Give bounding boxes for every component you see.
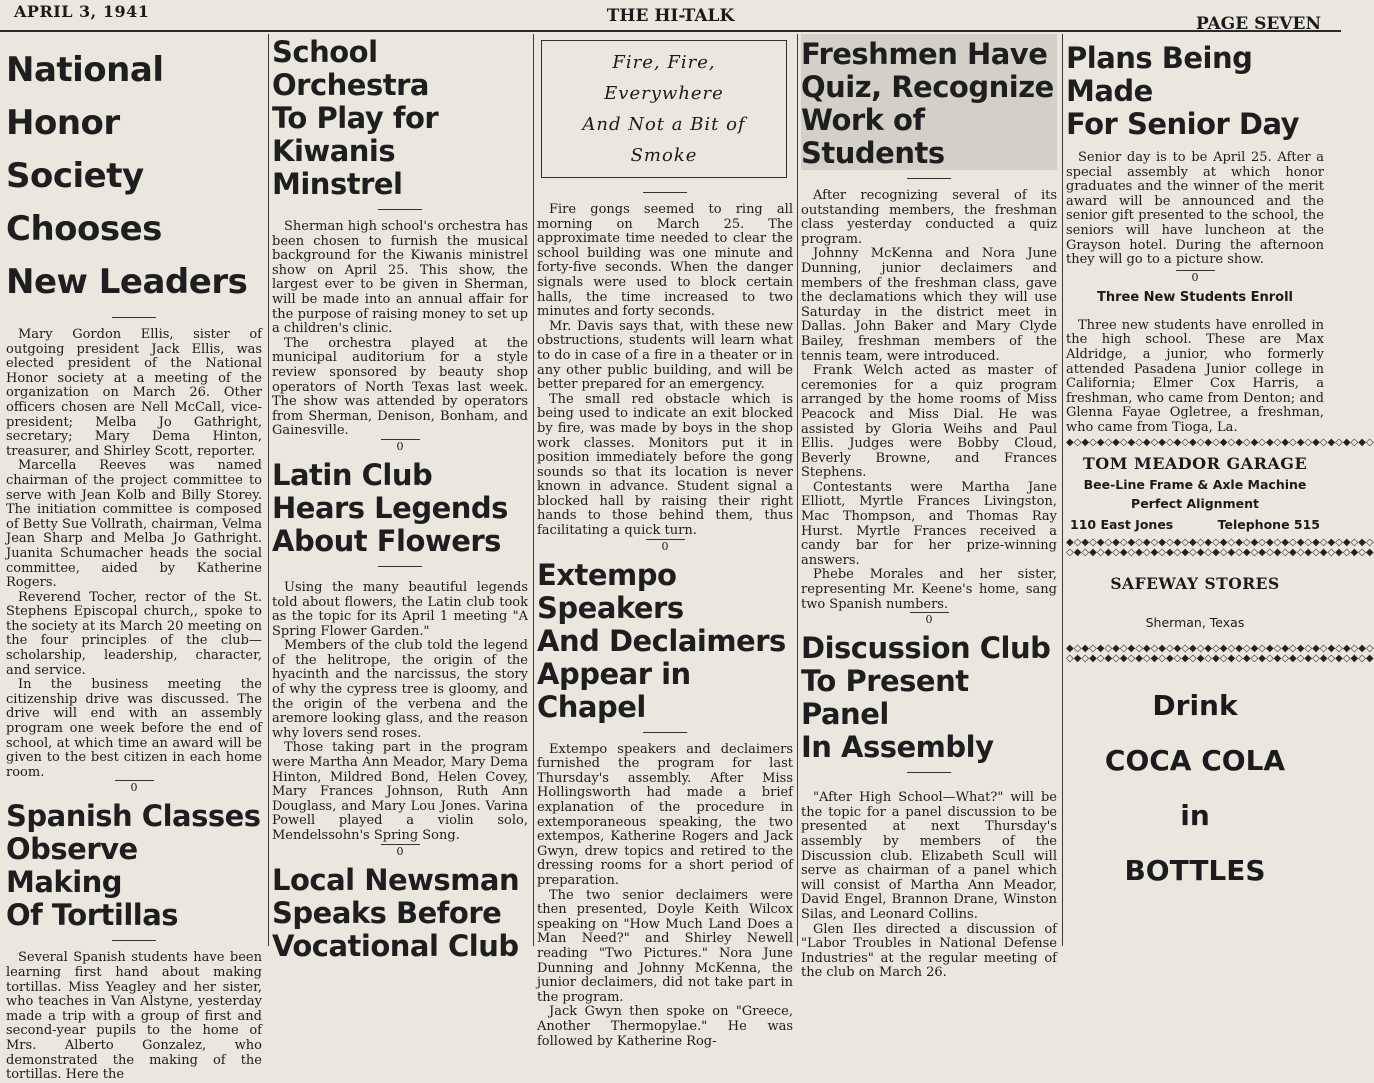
headline-line: Discussion Club <box>801 631 1051 666</box>
headline-line: Quiz, Recognize <box>801 70 1054 104</box>
column-1 <box>6 34 262 1083</box>
paragraph: After recognizing several of its outstanding members, the freshman class yesterday conducted a quiz program. <box>801 188 1057 247</box>
paragraph: Glen Iles directed a discussion of "Labor Troubles in National Defense Industries" at the regular meeting of the club on March 26. <box>801 921 1057 981</box>
ad-line: in <box>1180 798 1210 832</box>
headline <box>1066 34 1324 141</box>
ad-address: 110 East Jones <box>1070 516 1174 532</box>
separator-mark: 0 <box>381 844 420 858</box>
paragraph: Frank Welch acted as master of ceremonies for a quiz program arranged by the home rooms of Miss Peacock and Miss Dial. He was assisted by Gloria Weihs and Paul Ellis. Judges were Bobby Cloud, Beverly Browne, and Frances Stephens. <box>801 363 1057 481</box>
paragraph: Extempo speakers and declaimers furnished the program for last Thursday's assembly. After Miss Hollingsworth had made a brief explanation of the procedure in extemporaneous speaking, the two extempos, Katherine Rogers and Jack Gwyn, drew topics and retired to the dressing rooms for a short period of preparation. <box>537 741 793 888</box>
article-spanish-classes <box>6 800 262 1082</box>
advertisement-safeway <box>1066 558 1324 644</box>
decorative-border: ◇◆◇◆◇◆◇◆◇◆◇◆◇◆◇◆◇◆◇◆◇◆◇◆◇◆◇◆◇◆◇◆◇◆◇◆◇◆◇◆ <box>1066 652 1374 664</box>
column-rule <box>268 34 269 946</box>
article-new-students <box>1066 290 1324 436</box>
article-school-orchestra <box>272 34 528 439</box>
column-2 <box>272 34 528 963</box>
headline-line: Society Chooses <box>6 156 162 249</box>
column-3 <box>537 34 793 1049</box>
headline-line: Kiwanis Minstrel <box>272 134 403 201</box>
boxed-headline <box>541 40 787 178</box>
ad-line: COCA COLA <box>1104 743 1286 777</box>
section-separator <box>272 846 528 860</box>
headline-line: Hears Legends <box>272 490 508 525</box>
headline-line: And Not a Bit of Smoke <box>582 114 746 166</box>
paragraph: Three new students have enrolled in the high school. These are Max Aldridge, a junior, who formerly attended Pasadena Junior college in California; Elmer Cox Harris, a freshman, who came from Denton; and Glenna Fayae Ogletree, a freshman, who came from Tioga, La. <box>1066 317 1324 435</box>
ad-city: Sherman, Texas <box>1145 614 1245 630</box>
headline-line: To Play for <box>272 101 439 135</box>
paragraph: Contestants were Martha Jane Elliott, Myrtle Frances Livingston, Mac Thompson, and Thomas Ray Hurst. Myrtle Frances received a candy bar for her prize-winning answers. <box>801 479 1057 568</box>
decorative-border: ◆◇◆◇◆◇◆◇◆◇◆◇◆◇◆◇◆◇◆◇◆◇◆◇◆◇◆◇◆◇◆◇◆◇◆◇◆◇◆◇ <box>1066 536 1374 548</box>
section-separator <box>272 441 528 455</box>
advertisement-coca-cola <box>1066 664 1324 898</box>
headline-rule <box>907 178 951 179</box>
paragraph: The orchestra played at the municipal auditorium for a style review sponsored by beauty shop operators of North Texas last week. The show was attended by operators from Sherman, Denison, Bonham, and Gainesville. <box>272 335 528 439</box>
column-rule <box>797 34 798 946</box>
article-senior-day <box>1066 34 1324 268</box>
paragraph: Using the many beautiful legends told about flowers, the Latin club took as the topic for its April 1 meeting "A Spring Flower Garden." <box>272 579 528 639</box>
headline <box>6 800 262 932</box>
paragraph: In the business meeting the citizenship drive was discussed. The drive will end with an assembly program one week before the end of school, at which time an award will be given to the best citizen in each home room. <box>6 677 262 780</box>
headline <box>6 34 262 309</box>
headline-line: Freshmen Have <box>801 37 1048 71</box>
headline-rule <box>378 566 422 567</box>
paragraph: Senior day is to be April 25. After a special assembly at which honor graduates and the winner of the merit award will be announced and the senior gift presented to the school, the seniors will have luncheon at the Grayson hotel. During the afternoon they will go to a picture show. <box>1066 150 1324 268</box>
article-fire-drill <box>537 40 793 539</box>
ad-contact-row <box>1070 517 1320 532</box>
headline-rule <box>112 940 156 941</box>
headline <box>801 632 1057 764</box>
headline <box>801 34 1057 170</box>
headline-line: Appear in Chapel <box>537 656 691 724</box>
article-discussion-club <box>801 632 1057 981</box>
article-local-newsman <box>272 864 528 963</box>
decorative-border: ◇◆◇◆◇◆◇◆◇◆◇◆◇◆◇◆◇◆◇◆◇◆◇◆◇◆◇◆◇◆◇◆◇◆◇◆◇◆◇◆ <box>1066 546 1374 558</box>
headline-line: In Assembly <box>801 730 994 765</box>
paragraph: Marcella Reeves was named chairman of the project committee to serve with Jean Kolb and Billy Storey. The initiation committee is composed of Betty Sue Vollrath, chairman, Velma Jean Sharp and Melba Jo Gathright. Juanita Schumacher heads the social committee, aided by Katherine Rogers. <box>6 458 262 591</box>
separator-mark: 0 <box>910 612 949 626</box>
section-separator <box>1066 272 1324 286</box>
headline-line: Vocational Club <box>272 928 519 963</box>
section-separator <box>801 614 1057 628</box>
separator-mark: 0 <box>115 780 154 794</box>
headline-line: Fire, Fire, Everywhere <box>604 52 724 104</box>
ad-title: TOM MEADOR GARAGE <box>1082 453 1308 473</box>
column-4 <box>801 34 1057 981</box>
headline <box>272 34 528 201</box>
headline-line: For Senior Day <box>1066 107 1300 141</box>
column-rule <box>533 34 534 946</box>
paragraph: Jack Gwyn then spoke on "Greece, Another Thermopylae." He was followed by Katherine Rog- <box>537 1004 793 1049</box>
paragraph: Several Spanish students have been learning first hand about making tortillas. Miss Yeagley and her sister, who teaches in Van Alstyne, yesterday made a trip with a group of first and second-year pupils to the home of Mrs. Alberto Gonzalez, who demonstrated the making of the tortillas. Here the <box>6 950 262 1083</box>
paragraph: Johnny McKenna and Nora June Dunning, junior declaimers and members of the freshman class, gave the declamations which they will use Saturday in the district meet in Dallas. John Baker and Mary Clyde Bailey, freshman members of the tennis team, were introduced. <box>801 246 1057 364</box>
headline-line: Plans Being Made <box>1066 41 1253 108</box>
headline-rule <box>643 732 687 733</box>
headline-line: Of Tortillas <box>6 898 179 933</box>
article-freshmen-quiz <box>801 34 1057 612</box>
paragraph: Fire gongs seemed to ring all morning on March 25. The approximate time needed to clear the school building was one minute and forty-five seconds. When the danger signals were used to block certain halls, the time increased to two minutes and forty seconds. <box>537 202 793 320</box>
headline-line: Observe Making <box>6 832 138 900</box>
subheadline: Three New Students Enroll <box>1096 289 1293 305</box>
advertisement-garage <box>1066 448 1324 538</box>
headline-line: And Declaimers <box>537 623 786 658</box>
headline-line: Local Newsman <box>272 862 520 897</box>
paragraph: The two senior declaimers were then presented, Doyle Keith Wilcox speaking on "How Much Land Does a Man Need?" and Shirley Newell reading "Two Pictures." Nora June Dunning and Johnny McKenna, the junior declaimers, did not take part in the program. <box>537 887 793 1005</box>
headline <box>537 559 793 724</box>
headline-rule <box>378 209 422 210</box>
headline-rule <box>112 317 156 318</box>
headline-rule <box>907 772 951 773</box>
decorative-border: ◆◇◆◇◆◇◆◇◆◇◆◇◆◇◆◇◆◇◆◇◆◇◆◇◆◇◆◇◆◇◆◇◆◇◆◇◆◇◆◇ <box>1066 642 1374 654</box>
headline-line: About Flowers <box>272 523 501 558</box>
headline-line: Spanish Classes <box>6 799 261 834</box>
section-separator <box>537 541 793 555</box>
paragraph: Those taking part in the program were Martha Ann Meador, Mary Dema Hinton, Mildred Bond, Helen Covey, Mary Frances Johnson, Ruth Ann Douglass, and Mary Lou Jones. Varina Powell played a violin solo, Mendelssohn's Spring Song. <box>272 740 528 843</box>
headline-rule <box>643 192 687 193</box>
ad-line: BOTTLES <box>1124 853 1266 887</box>
headline-line: Latin Club <box>272 457 433 492</box>
paragraph: Reverend Tocher, rector of the St. Stephens Episcopal church,, spoke to the society at its March 20 meeting on the four principles of the club—scholarship, leadership, character, and service. <box>6 589 262 678</box>
ad-line: Drink <box>1152 688 1238 722</box>
paragraph: Mary Gordon Ellis, sister of outgoing president Jack Ellis, was elected president of the National Honor society at a meeting of the organization on March 26. Other officers chosen are Nell McCall, vice-president; Melba Jo Gathright, secretary; Mary Dema Hinton, treasurer, and Shirley Scott, reporter. <box>6 327 262 459</box>
ad-title: SAFEWAY STORES <box>1110 573 1280 593</box>
headline-line: National Honor <box>6 50 164 143</box>
paragraph: Sherman high school's orchestra has been chosen to furnish the musical background for the Kiwanis ministrel show on April 25. This show, the largest ever to be given in Sherman, will be made into an annual affair for the purpose of raising money to set up a children's clinic. <box>272 219 528 337</box>
ad-phone: Telephone 515 <box>1217 516 1320 532</box>
headline-line: To Present Panel <box>801 664 969 732</box>
section-separator <box>6 782 262 796</box>
headline-line: School Orchestra <box>272 35 429 102</box>
headline-line: Speaks Before <box>272 895 502 930</box>
masthead <box>0 0 1341 32</box>
paragraph: Mr. Davis says that, with these new obstructions, students will learn what to do in case of a fire in a theater or in any other public building, and will be better prepared for an emergency. <box>537 318 793 393</box>
column-5 <box>1066 34 1374 946</box>
separator-mark: 0 <box>646 539 685 553</box>
ad-line: Perfect Alignment <box>1131 495 1259 511</box>
separator-mark: 0 <box>381 439 420 453</box>
issue-date: APRIL 3, 1941 <box>14 2 150 21</box>
article-national-honor <box>6 34 262 780</box>
decorative-border: ◆◇◆◇◆◇◆◇◆◇◆◇◆◇◆◇◆◇◆◇◆◇◆◇◆◇◆◇◆◇◆◇◆◇◆◇◆◇◆◇ <box>1066 436 1374 448</box>
headline-line: Extempo Speakers <box>537 557 684 625</box>
paper-name: THE HI-TALK <box>606 6 735 26</box>
headline-line: Work of Students <box>801 103 945 170</box>
ad-line: Bee-Line Frame & Axle Machine <box>1083 476 1307 492</box>
paragraph: Members of the club told the legend of the helitrope, the origin of the hyacinth and the narcissus, the story of why the cypress tree is gloomy, and the origin of the verbena and the aremore looking glass, and the reason why lovers send roses. <box>272 638 528 741</box>
paragraph: Phebe Morales and her sister, representing Mr. Keene's home, sang two Spanish numbers. <box>801 567 1057 612</box>
headline <box>272 864 528 963</box>
headline-line: New Leaders <box>6 262 248 302</box>
paragraph: "After High School—What?" will be the topic for a panel discussion to be presented at next Thursday's assembly by members of the Discussion club. Elizabeth Scull will serve as chairman of a panel which will consist of Martha Ann Meador, David Engel, Brannon Drane, Winston Silas, and Leonard Collins. <box>801 790 1057 922</box>
article-latin-club <box>272 459 528 844</box>
separator-mark: 0 <box>1176 270 1215 284</box>
headline <box>272 459 528 558</box>
page-number: PAGE SEVEN <box>1195 14 1321 34</box>
column-rule <box>1062 34 1063 946</box>
paragraph: The small red obstacle which is being used to indicate an exit blocked by fire, was made by boys in the shop work classes. Monitors put it in position immediately before the gong sounds so that its location is never known in advance. Student signal a blocked hall by raising their right hands to those behind them, thus facilitating a quick turn. <box>537 391 793 539</box>
article-extempo-speakers <box>537 559 793 1049</box>
